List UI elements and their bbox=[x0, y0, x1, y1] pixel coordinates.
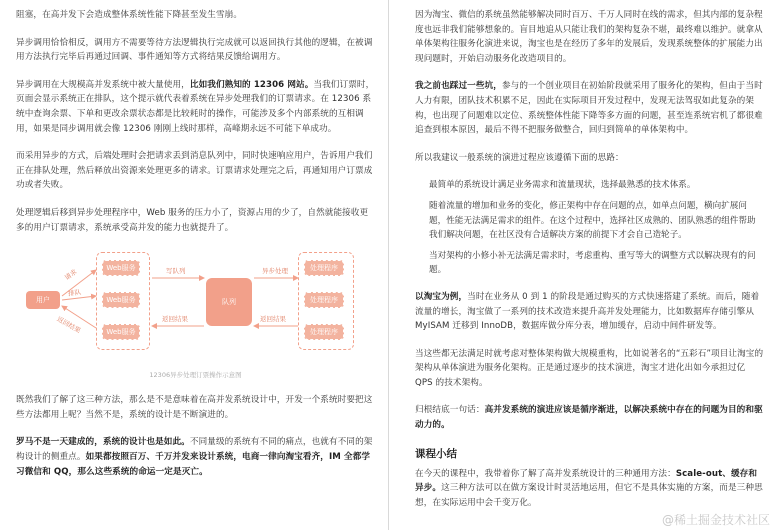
write-queue-label: 写队列 bbox=[166, 267, 186, 276]
paragraph-5: 当这些都无法满足时就考虑对整体架构做大规模重构，比如说著名的“五彩石”项目让淘宝的架构从单体演进为服务化架构。正是通过逐步的技术演进，淘宝才进化出如今承担过亿 QPS 的技术架构。 bbox=[415, 348, 764, 388]
bold-text: 我之前也踩过一些坑， bbox=[415, 81, 502, 92]
paragraph-2: 异步调用恰恰相反，调用方不需要等待方法逻辑执行完成就可以返回执行其他的逻辑，在被调用方法执行完毕后再通过回调、事件通知等方式将结果反馈给调用方。 bbox=[16, 37, 373, 63]
text: 不同量级的系统有不同的痛点，也就有不同的架构设计的侧重点。 bbox=[16, 437, 373, 462]
web-node: Web服务 bbox=[102, 324, 140, 340]
paragraph-7 bbox=[16, 435, 375, 479]
list-item: 最简单的系统设计满足业务需求和流量现状，选择最熟悉的技术体系。 bbox=[429, 180, 696, 191]
paragraph-6: 既然我们了解了这三种方法，那么是不是意味着在高并发系统设计中，开发一个系统时要把这些方法都用上呢？当然不是，系统的设计是不断演进的。 bbox=[16, 395, 373, 420]
text: 归根结底一句话： bbox=[415, 405, 485, 416]
text: 当我们订票时，页面会显示系统正在排队，这个提示就代表着系统在异步处理我们的订票请求。在 12306 系统中查询余票、下单和更改余票状态都是比较耗时的操作，可能涉及多个内部系统的互相调用，如果是同步调用就会像 12306 刚刚上线时那样，高峰期永远不可能下单成功。 bbox=[16, 79, 375, 134]
text: 异步调用在大规模高并发系统中被大量使用， bbox=[16, 79, 190, 90]
bold-text: 如果都按照百万、千万并发来设计系统，电商一律向淘宝看齐，IM 全都学习微信和 QQ，那么这些系统的命运一定是灭亡。 bbox=[16, 451, 371, 477]
text: 参与的一个创业项目在初始阶段就采用了服务化的架构，但由于当时人力有限，团队技术积累不足，因此在实际项目开发过程中，发现无法驾驭如此复杂的架构，也出现了问题难以定位、系统整体性能下降等多方面的问题，甚至连系统宕机了都很难追查到根本原因，最后不得不把服务做整合，回归到简单的单体架构中。 bbox=[415, 81, 763, 136]
bold-text: 高并发系统的演进应该是循序渐进，以解决系统中存在的问题为目的和驱动力的。 bbox=[415, 405, 763, 431]
queue-node: 队列 bbox=[206, 278, 252, 326]
bold-text: 以淘宝为例， bbox=[415, 291, 468, 302]
processor-node: 处理程序 bbox=[304, 292, 344, 308]
text: 这三种方法可以在做方案设计时灵活地运用，但它不是具体实施的方案，而是三种思想，在实际运用中会千变万化。 bbox=[415, 483, 763, 508]
bold-text: 罗马不是一天建成的，系统的设计也是如此。 bbox=[16, 437, 190, 448]
paragraph-1: 阻塞，在高并发下会造成整体系统性能下降甚至发生雪崩。 bbox=[16, 10, 243, 20]
paragraph-1: 因为淘宝、微信的系统虽然能够解决同时百万、千万人同时在线的需求，但其内部的复杂程度也远非我们能够想象的。盲目地追从只能让我们的架构复杂不堪，最终难以维护。就拿从单体架构往服务化演进来说，淘宝也是在经历了多年的发展后，发现系统整体的扩展能力出现问题时，开始启动服务化改造项目的。 bbox=[415, 10, 763, 64]
diagram-caption: 12306异步处理订票操作示意图 bbox=[149, 371, 242, 380]
paragraph-5: 处理逻辑后移到异步处理程序中，Web 服务的压力小了，资源占用的少了，自然就能接收更多的用户订票请求，系统承受高并发的能力也就提升了。 bbox=[16, 207, 369, 233]
right-page bbox=[389, 0, 778, 530]
evolution-list bbox=[415, 178, 764, 278]
user-node: 用户 bbox=[26, 291, 60, 309]
async-process-label: 异步处理 bbox=[262, 267, 288, 276]
paragraph-7 bbox=[415, 467, 764, 511]
bold-text: 比如我们熟知的 12306 网站。 bbox=[189, 79, 314, 90]
text: 当时在业务从 0 到 1 的阶段是通过购买的方式快速搭建了系统。而后，随着流量的增长，淘宝做了一系列的技术改造来提升高并发处理能力，比如数据库存储引擎从 MyISAM 迁移到 InnoDB，数据库做分库分表，增加缓存，启动中间件研发等。 bbox=[415, 291, 760, 332]
notify-label: 返回结果 bbox=[55, 315, 83, 336]
web-node: Web服务 bbox=[102, 292, 140, 308]
paragraph-4 bbox=[415, 290, 764, 334]
processor-node: 处理程序 bbox=[304, 260, 344, 276]
text: 在今天的课程中，我带着你了解了高并发系统设计的三种通用方法： bbox=[415, 468, 676, 479]
processor-node: 处理程序 bbox=[304, 324, 344, 340]
bold-text: Scale-out、缓存和异步。 bbox=[415, 468, 758, 494]
return-result-label: 返回结果 bbox=[260, 315, 286, 324]
paragraph-4: 而采用异步的方式，后端处理时会把请求丢到消息队列中，同时快速响应用户，告诉用户我们正在排队处理，然后释放出资源来处理更多的请求。订票请求处理完之后，再通知用户订票成功或者失败。 bbox=[16, 151, 373, 191]
section-heading: 课程小结 bbox=[415, 447, 457, 460]
async-diagram bbox=[16, 248, 375, 366]
paragraph-3: 所以我建议一般系统的演进过程应该遵循下面的思路： bbox=[415, 152, 624, 163]
watermark: @稀土掘金技术社区 bbox=[661, 513, 770, 527]
return-result-label: 返回结果 bbox=[162, 315, 188, 324]
paragraph-6 bbox=[415, 403, 764, 432]
list-item: 当对架构的小修小补无法满足需求时，考虑重构、重写等大的调整方式以解决现有的问题。 bbox=[429, 250, 756, 276]
paragraph-2 bbox=[415, 79, 764, 137]
queueing-label: 排队 bbox=[67, 288, 82, 298]
paragraph-3 bbox=[16, 78, 375, 136]
request-label: 请求 bbox=[63, 268, 79, 283]
list-item: 随着流量的增加和业务的变化，修正架构中存在问题的点，如单点问题，横向扩展问题，性能无法满足需求的组件。在这个过程中，选择社区成熟的、团队熟悉的组件帮助我们解决问题，在社区没有合适解决方案的前提下才会自己造轮子。 bbox=[429, 200, 756, 241]
web-node: Web服务 bbox=[102, 260, 140, 276]
